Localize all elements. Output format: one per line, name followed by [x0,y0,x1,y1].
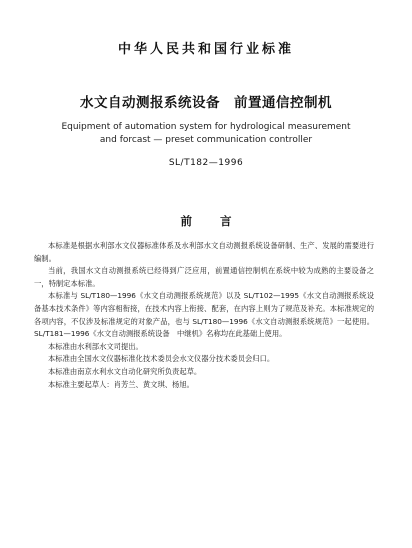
foreword-heading [0,213,412,229]
foreword-paragraph: 本标准是根据水利部水文仪器标准体系及水利部水文自动测报系统设备研制、生产、发展的需要进行编制。 [34,241,374,263]
foreword-paragraph: 本标准由全国水文仪器标准化技术委员会水文仪器分技术委员会归口。 [48,354,275,364]
foreword-paragraph: 当前，我国水文自动测报系统已经得到广泛应用，前置通信控制机在系统中较为成熟的主要设备之一，特制定本标准。 [34,266,374,288]
standard-code: SL/T182—1996 [168,158,244,168]
foreword-heading-char-1: 前 [180,214,192,228]
english-title-line-1: Equipment of automation system for hydrological measurement [61,122,351,132]
issuer-header: 中华人民共和国行业标准 [117,42,294,57]
standard-title-english [0,121,412,147]
foreword-paragraph: 本标准主要起草人：肖芳兰、黄文琪、杨旭。 [48,379,194,389]
foreword-paragraph: 本标准由水利部水文司提出。 [48,341,143,351]
foreword-paragraph: 本标准由南京水利水文自动化研究所负责起草。 [48,366,202,376]
standard-title-chinese: 水文自动测报系统设备 前置通信控制机 [80,95,332,111]
foreword-paragraph: 本标准与 SL/T180—1996《水文自动测报系统规范》以及 SL/T102—1995《水文自动测报系统设备基本技术条件》等内容相衔接，在技术内容上衔接、配套，在内容上则为了规范及补充。本标准规定的各项内容，不仅涉及标准规定的对象产品，也与 SL/T180—1996《水文自动测报系统规范》一起使用。SL/T181—1996《水文自动测报系统设备 中继机》名称均在此基础上使用。 [34,291,374,339]
foreword-body [34,240,374,391]
english-title-line-2: and forcast — preset communication controller [99,135,313,145]
foreword-heading-char-2: 言 [220,214,232,228]
